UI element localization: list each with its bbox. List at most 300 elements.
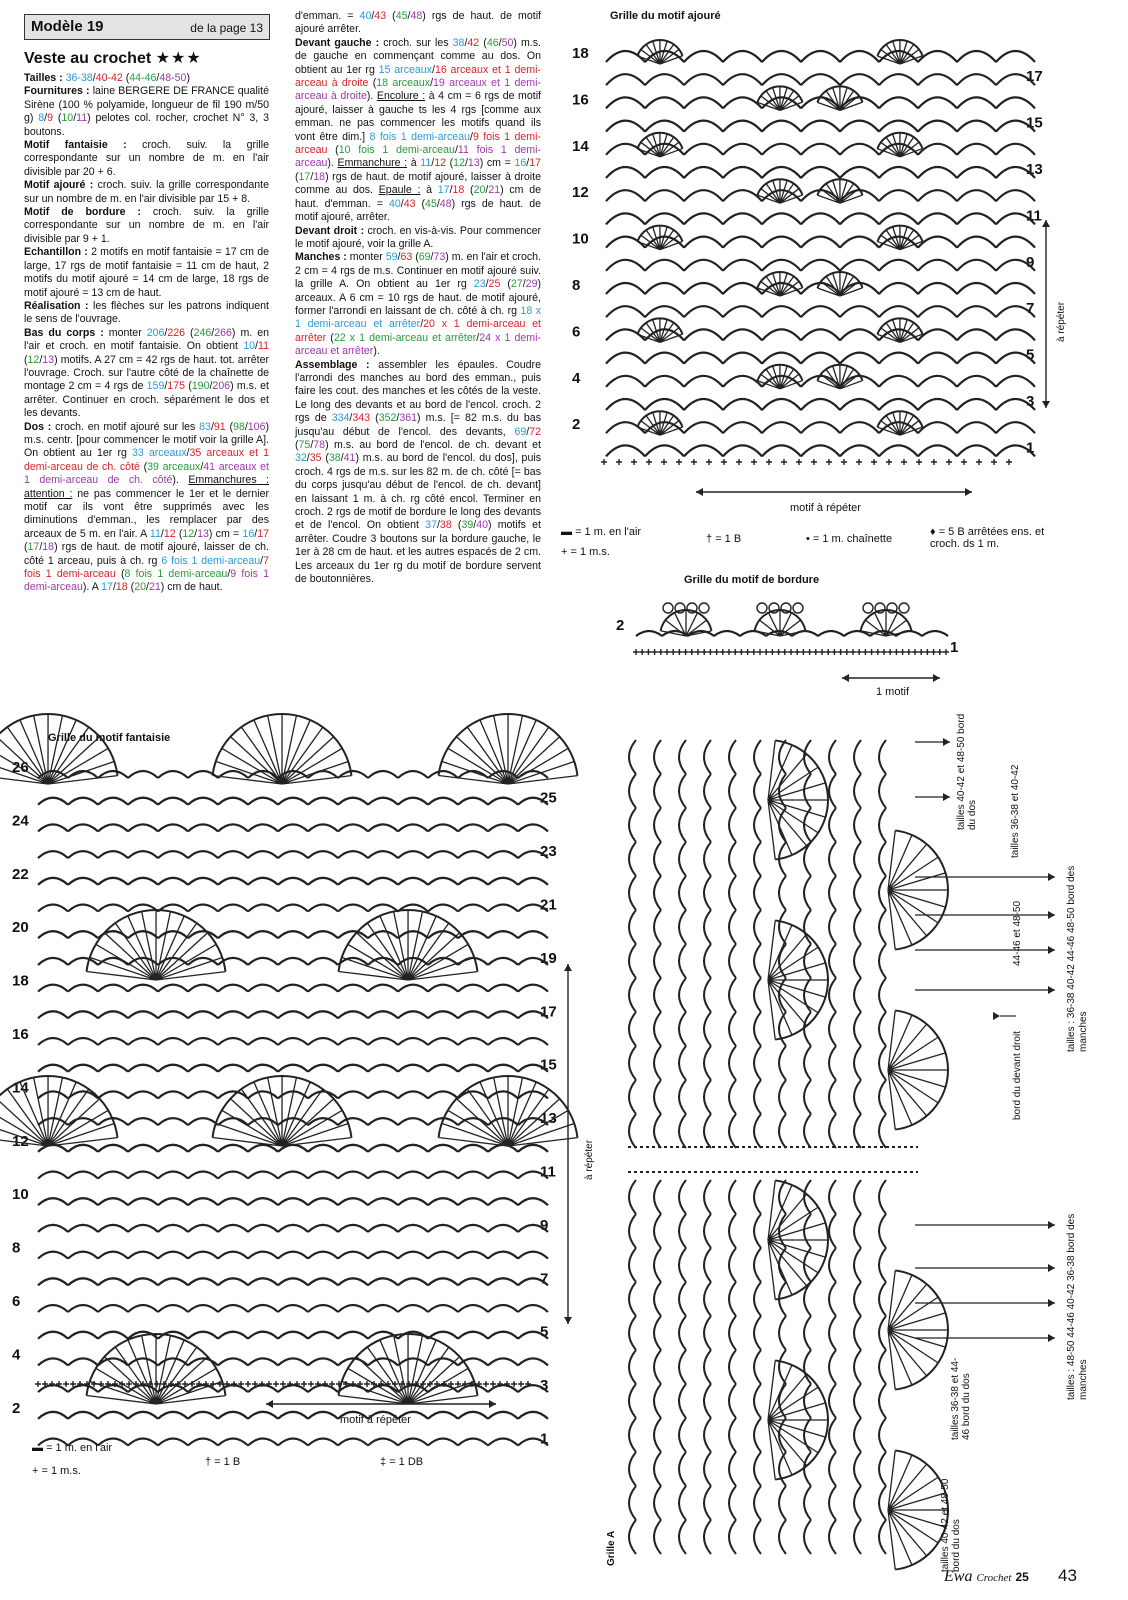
text-run: ) m.s. centr. [pour commencer le motif voir la grille A]. On obtient au 1er rg — [24, 420, 269, 460]
ajoure-row-right-7: 7 — [1026, 300, 1035, 318]
text-run: ( — [122, 72, 130, 84]
ajoure-row-right-17: 17 — [1026, 68, 1043, 86]
fantaisie-row-left-12: 12 — [12, 1132, 29, 1150]
f-legend-chain-text: = 1 m. en l'air — [46, 1442, 113, 1454]
text-run: 12 — [434, 157, 446, 170]
section-heading: Tailles : — [24, 72, 66, 84]
text-run: ( — [451, 519, 462, 532]
text-run: / — [244, 420, 248, 433]
text-run: 40 — [388, 197, 401, 210]
fantaisie-row-left-2: 2 — [12, 1399, 21, 1417]
text-run: / — [420, 318, 424, 331]
text-run: / — [112, 581, 116, 594]
text-run: 2 motifs en motif fantaisie = 17 cm de large, 17 rgs de motif fantaisie = 11 cm de haut, 2 motifs du motif ajouré = 14 cm de large, 18 rgs de motif ajouré = 13 cm de haut. — [24, 246, 270, 299]
fantaisie-row-left-24: 24 — [12, 812, 29, 830]
page-number: 43 — [1058, 1566, 1077, 1585]
text-run: ) rgs de haut. de motif ajouré, arrêter. — [295, 197, 541, 224]
text-run: 15 arceaux — [378, 63, 432, 76]
text-run: ( — [139, 460, 148, 473]
text-run: 48-50 — [159, 72, 187, 84]
text-run: 11 — [76, 112, 88, 125]
section-heading: Fournitures : — [24, 85, 93, 98]
text-run: / — [260, 554, 264, 567]
text-run: / — [431, 63, 435, 76]
f-chain-symbol: ▬ — [32, 1442, 43, 1454]
text-run: 12 — [163, 527, 176, 540]
text-run: assembler les épaules. Coudre l'arrondi des manches au bord des emman., puis faire les cout. des manches et les côtés de la veste. Le long des devants et au bord de l'encol. croch. 2 rgs de — [295, 358, 541, 425]
label-top-3: tailles 36-38 et 40-42 — [1010, 764, 1021, 858]
text-run: croch. en motif ajouré sur les — [55, 420, 200, 433]
ajoure-row-right-11: 11 — [1026, 207, 1042, 225]
text-run: 266 — [214, 326, 232, 339]
text-run: 48 — [410, 10, 423, 22]
text-run: 29 — [525, 278, 538, 291]
text-run: 91 — [213, 420, 226, 433]
text-run: ( — [321, 452, 329, 465]
text-run: ) motifs et arrêter. Coudre 3 boutons sur la bordure gauche, le 1er à 28 cm de haut. et les autres espacés de 2 cm. Les arceaux du 1er rg du motif de bordure servent de boutonnières. — [295, 519, 541, 586]
text-run: ( — [175, 527, 183, 540]
text-run: 16 arceaux et 1 demi-arceau à droite — [295, 63, 541, 90]
text-run: / — [464, 157, 468, 170]
text-run: / — [526, 425, 530, 438]
text-run: Emmanchure : — [337, 157, 408, 170]
text-run: ( — [412, 251, 419, 264]
text-run: ) rgs de haut. de motif ajouré, laisser de ch. côté 1 arceau, puis à ch. rg — [24, 541, 269, 567]
text-run: ( — [464, 184, 474, 197]
text-run: ) cm = — [479, 157, 515, 170]
text-run: 40 — [359, 10, 372, 22]
text-run: ( — [24, 353, 28, 366]
ajoure-row-left-8: 8 — [572, 277, 581, 294]
text-run: / — [39, 353, 43, 366]
text-run: croch. en vis-à-vis. Pour commencer le motif ajouré, voir la grille A. — [295, 224, 542, 250]
text-run: 43 — [374, 10, 387, 22]
text-run: ( — [225, 420, 234, 433]
chain-symbol: ▬ — [561, 526, 572, 538]
text-run: ) — [186, 72, 190, 84]
arrow-bot-0-head — [1048, 1221, 1055, 1229]
text-run: / — [498, 36, 502, 49]
text-run: / — [209, 380, 213, 393]
text-run: ( — [326, 331, 334, 344]
text-run: 10 — [243, 340, 256, 353]
fantaisie-row-right-25: 25 — [540, 789, 557, 807]
text-run: monter — [349, 251, 386, 264]
text-run: 39 arceaux — [147, 460, 201, 473]
f-legend-double-text: = 1 DB — [389, 1456, 424, 1468]
text-run: / — [44, 112, 48, 125]
fantaisie-row-right-19: 19 — [540, 949, 557, 967]
text-run: à — [420, 184, 438, 197]
ajoure-row-left-16: 16 — [572, 91, 589, 109]
fantaisie-chart-title: Grille du motif fantaisie — [48, 732, 171, 744]
text-run: 19 arceaux et 1 demi-arceau à droite — [295, 77, 541, 103]
text-run: / — [449, 184, 453, 197]
text-run: / — [469, 130, 473, 143]
text-run: ). — [366, 90, 377, 103]
text-run: / — [436, 197, 440, 210]
text-run: / — [400, 197, 404, 210]
page-reference: de la page 13 — [190, 21, 263, 35]
text-run: / — [396, 412, 400, 425]
text-run: 35 — [309, 452, 322, 465]
fantaisie-row-left-6: 6 — [12, 1293, 21, 1310]
text-run: / — [473, 519, 477, 532]
fantaisie-row-right-13: 13 — [540, 1110, 557, 1128]
text-run: / — [454, 144, 458, 157]
bordure-row-2: 2 — [616, 617, 625, 634]
bordure-row-1: 1 — [950, 639, 959, 656]
ajoure-row-left-10: 10 — [572, 230, 589, 248]
ajoure-row-right-5: 5 — [1026, 346, 1035, 364]
grille-a-label: Grille A — [606, 1530, 617, 1566]
label-bot-1: tailles : 48-50 44-46 40-42 36-38 bord des manches — [1066, 1213, 1089, 1400]
text-run: ) m. en l'air et croch. en motif fantaisie. On obtient — [24, 326, 269, 353]
fantaisie-row-right-9: 9 — [540, 1216, 549, 1234]
text-run: Emmanchures : attention : — [24, 474, 269, 500]
text-run: / — [156, 72, 160, 84]
text-run: 18 — [452, 184, 465, 197]
text-run: ( — [415, 197, 426, 210]
text-run: 72 — [529, 425, 541, 438]
f-double-symbol: ‡ — [380, 1456, 387, 1468]
text-run: 18 — [313, 170, 326, 183]
fantaisie-row-right-1: 1 — [540, 1430, 549, 1448]
text-run: 23 — [473, 278, 486, 291]
text-run: ( — [479, 36, 487, 49]
fantaisie-repeat-horizontal: motif à répéter — [340, 1414, 411, 1426]
text-run: 37 — [425, 519, 437, 532]
text-run: 73 — [433, 251, 446, 264]
text-run: 8 fois 1 demi-arceau — [124, 568, 228, 581]
text-run: 38 — [328, 452, 341, 465]
text-run: / — [254, 527, 258, 540]
text-run: 17 — [529, 157, 541, 170]
text-run: / — [310, 170, 314, 183]
ajoure-row-right-13: 13 — [1026, 161, 1043, 178]
text-run: 63 — [400, 251, 413, 264]
text-run: / — [464, 36, 468, 49]
text-run: à 4 cm = 6 rgs de motif ajouré, laisser à gauche ts les 4 rgs [comme aux emman. ne pas commencer les motifs quand ils vont être dim.] — [295, 90, 541, 143]
text-run: 18 — [42, 541, 55, 554]
pattern-title-text: Veste au crochet — [24, 50, 152, 67]
ajoure-row-left-6: 6 — [572, 323, 581, 341]
text-run: 106 — [247, 420, 266, 433]
fantaisie-row-left-22: 22 — [12, 865, 29, 883]
section-heading: Motif fantaisie : — [24, 139, 143, 152]
arrow-mid-1-head — [1048, 911, 1055, 919]
text-run: ) m.s. et arrêter. Continuer en croch. séparément le dos et les devants. — [24, 380, 270, 420]
ajoure-row-right-3: 3 — [1026, 393, 1035, 410]
label-mid-2: 44-46 et 48-50 — [1012, 900, 1023, 966]
fantaisie-row-right-17: 17 — [540, 1003, 557, 1021]
section-heading: Bas du corps : — [24, 326, 109, 339]
text-run: 17 — [101, 581, 113, 594]
text-run: 98 — [233, 420, 245, 433]
text-run: 69 — [418, 251, 431, 264]
fantaisie-row-right-23: 23 — [540, 843, 557, 861]
text-run: 36-38 — [65, 72, 93, 84]
ajoure-row-left-14: 14 — [572, 137, 589, 155]
fantaisie-row-left-26: 26 — [12, 759, 29, 776]
text-run: / — [310, 439, 314, 451]
footer-issue: 25 — [1015, 1570, 1029, 1584]
text-run: ( — [185, 326, 194, 339]
text-run: ne pas commencer le 1er et le dernier motif car ils vont être supprimés avec les diminutions d'emman., les remplacer par des arceaux de 5 m. en l'air. A — [24, 487, 269, 540]
fantaisie-row-left-4: 4 — [12, 1346, 21, 1364]
section-heading: Assemblage : — [295, 358, 379, 371]
difficulty-stars: ★★★ — [155, 50, 202, 67]
text-run: 18 — [115, 581, 128, 594]
model-number: Modèle 19 — [31, 18, 104, 35]
text-run: 12 — [27, 353, 40, 366]
text-run: ( — [368, 77, 377, 90]
text-run: ) cm = — [208, 527, 243, 540]
text-run: 18 arceaux — [376, 77, 431, 90]
fantaisie-row-left-14: 14 — [12, 1079, 29, 1097]
text-run: ) m. en l'air et croch. 2 cm = 4 rgs de m.s. Continuer en motif ajouré suiv. la grille A. On obtient au 1er rg — [295, 251, 541, 291]
text-run: ) m.s. au bord de l'encol. de ch. devant et — [325, 439, 541, 451]
arrow-mid-0-head — [1048, 873, 1055, 881]
text-run: ( — [115, 568, 125, 581]
text-run: / — [210, 420, 214, 433]
arrow-bot-3-head — [1048, 1334, 1055, 1342]
fantaisie-row-right-3: 3 — [540, 1377, 549, 1395]
text-run: ) rgs de haut. de motif ajouré, laisser à droite comme au dos. — [295, 170, 541, 197]
text-run: ( — [295, 170, 299, 183]
text-run: ). — [327, 157, 338, 170]
legend-cluster-text: = 5 B arrêtées ens. et croch. ds 1 m. — [930, 526, 1045, 550]
text-run: 32 — [295, 452, 307, 465]
section-heading: Echantillon : — [24, 246, 92, 259]
text-run: les flèches sur les patrons indiquent le sens de l'ouvrage. — [24, 299, 270, 326]
fantaisie-repeat-vertical: à répéter — [584, 1139, 595, 1180]
text-run: / — [145, 581, 149, 594]
text-run: ) motifs. A 27 cm = 42 rgs de haut. tot. arrêter l'ouvrage. Croch. sur l'autre côté de la chaînette de montage 2 cm = 4 rgs de — [24, 353, 269, 393]
text-run: 11 fois 1 demi-arceau — [295, 144, 541, 170]
ajoure-repeat-horizontal: motif à répéter — [790, 502, 861, 514]
text-run: 22 x 1 demi-arceau et arrêter — [333, 331, 477, 344]
text-run: 35 arceaux et 1 demi-arceau de ch. côté — [24, 447, 270, 473]
text-run: / — [430, 251, 434, 264]
text-run: / — [211, 326, 215, 339]
text-run: 41 arceaux et 1 demi-arceau de ch. côté — [24, 460, 269, 487]
text-run: laine BERGERE DE FRANCE qualité Sirène (100 % polyamide, longueur de fil 190 m/50 g) — [24, 85, 269, 125]
text-run: ) m.s. au bord de l'encol. du dos], puis croch. 4 rgs de m.s. sur les 82 m. de ch. côté [= bas du corps jusqu'au début de l'encol. de ch. devant] en laissant 1 m. à ch. rg côté encol. Terminer en croch. 2 rgs de motif de bordure le long des devants et de l'encol. On obtient — [295, 452, 541, 532]
text-run: / — [92, 72, 96, 84]
section-heading: Manches : — [295, 251, 350, 264]
arrow-bot-1-head — [1048, 1264, 1055, 1272]
text-run: 9 fois 1 demi-arceau — [24, 568, 270, 594]
text-run: ) rgs de haut. de motif ajouré arrêter. — [295, 10, 542, 36]
arrow-mid-2-head — [1048, 946, 1055, 954]
text-run: / — [522, 278, 526, 291]
text-run: 41 — [343, 452, 356, 465]
section-heading: Devant gauche : — [295, 36, 384, 49]
text-run: ) pelotes col. rocher, crochet N° 3, 3 boutons. — [24, 112, 269, 138]
text-run: ). — [373, 345, 380, 358]
text-run: 69 — [514, 425, 527, 438]
label-top-1: tailles 40-42 et 48-50 bord du dos — [956, 713, 978, 830]
label-mid-3: tailles : 36-38 40-42 44-46 48-50 bord des manches — [1066, 865, 1089, 1052]
text-run: 12 — [182, 527, 195, 540]
legend-single: + = 1 m.s. — [561, 546, 610, 558]
text-run: 42 — [467, 36, 480, 49]
text-run: / — [526, 157, 530, 170]
text-run: 40 — [476, 519, 488, 532]
text-run: / — [160, 527, 164, 540]
text-run: / — [436, 519, 440, 532]
text-run: ( — [446, 157, 454, 170]
text-run: 6 fois 1 demi-arceau — [161, 554, 261, 567]
text-run: Encolure : — [376, 90, 426, 103]
arrow-mid-3-head — [1048, 986, 1055, 994]
section-heading: Dos : — [24, 420, 56, 433]
text-run: d'emman. = — [295, 10, 360, 22]
ajoure-repeat-vertical: à répéter — [1056, 301, 1067, 342]
text-run: 334 — [331, 412, 350, 425]
text-run: 13 — [467, 157, 480, 170]
fantaisie-row-left-20: 20 — [12, 919, 29, 937]
ajoure-row-left-12: 12 — [572, 184, 589, 202]
text-run: 12 — [453, 157, 465, 170]
text-run: / — [485, 184, 489, 197]
text-run: 8 fois 1 demi-arceau — [369, 130, 470, 143]
text-run: ) cm de haut. — [160, 581, 223, 594]
text-run: 27 — [510, 278, 523, 291]
text-run: 21 — [148, 581, 161, 594]
text-run: / — [407, 10, 411, 22]
fantaisie-row-right-21: 21 — [540, 896, 557, 914]
text-run: ( — [295, 439, 299, 451]
text-run: / — [186, 447, 190, 460]
arrow-top-1-head — [943, 793, 950, 801]
label-mid-1: bord du devant droit — [1012, 1031, 1023, 1120]
text-run: 24 x 1 demi-arceau et arrêter — [295, 331, 541, 358]
fantaisie-row-left-10: 10 — [12, 1186, 29, 1204]
text-run: 13 — [42, 353, 55, 366]
cluster-symbol: ♦ — [930, 526, 936, 538]
label-bot-3: tailles 40-42 et 48-50 bord du dos — [940, 1478, 962, 1572]
text-run: 11 — [149, 527, 161, 540]
text-run: 43 — [403, 197, 416, 210]
text-run: / — [371, 10, 375, 22]
text-run: 46 — [486, 36, 499, 49]
text-run: 352 — [378, 412, 397, 425]
text-run: ( — [327, 144, 339, 157]
fantaisie-row-right-7: 7 — [540, 1270, 549, 1288]
section-heading: Devant droit : — [295, 224, 368, 237]
text-run: 33 arceaux — [131, 447, 187, 460]
text-run: / — [349, 412, 353, 425]
fantaisie-row-left-18: 18 — [12, 972, 29, 990]
text-run: / — [164, 326, 168, 339]
ajoure-row-left-18: 18 — [572, 45, 589, 62]
text-run: à — [407, 157, 421, 170]
fantaisie-row-right-5: 5 — [540, 1323, 549, 1341]
footer-brand: Ewa — [944, 1568, 973, 1585]
text-run: 159 — [146, 380, 165, 393]
text-run: 343 — [352, 412, 371, 425]
f-legend-treble-text: = 1 B — [214, 1456, 241, 1468]
text-run: 78 — [313, 439, 326, 451]
ajoure-row-left-2: 2 — [572, 416, 581, 434]
text-run: 45 — [425, 197, 437, 210]
text-run: 17 — [298, 170, 311, 183]
text-run: / — [476, 331, 480, 344]
ajoure-row-right-15: 15 — [1026, 114, 1043, 132]
text-run: 59 — [385, 251, 398, 264]
text-run: 20 x 1 demi-arceau et arrêter — [295, 318, 541, 344]
text-run: Epaule : — [378, 184, 421, 197]
text-run: 175 — [167, 380, 185, 393]
text-run: 75 — [298, 439, 311, 451]
arrow-devant-head — [993, 1012, 1000, 1020]
text-run: / — [39, 541, 43, 554]
text-run: ) arceaux. A 6 cm = 10 rgs de haut. de motif ajouré, former l'arrondi en laissant de ch. côté à ch. rg — [295, 278, 541, 317]
text-run: 361 — [399, 412, 418, 425]
text-run: ( — [386, 10, 396, 22]
arrow-bot-2-head — [1048, 1299, 1055, 1307]
text-run: / — [397, 251, 401, 264]
text-run: 246 — [193, 326, 212, 339]
text-run: / — [431, 157, 435, 170]
fantaisie-row-right-11: 11 — [540, 1163, 556, 1181]
text-run: / — [485, 278, 489, 291]
text-run: 45 — [395, 10, 408, 22]
text-run: 25 — [488, 278, 501, 291]
text-run: 10 fois 1 demi-arceau — [338, 144, 455, 157]
bordure-chart-title: Grille du motif de bordure — [684, 574, 820, 586]
text-run: 39 — [461, 519, 474, 532]
f-treble-symbol: † — [205, 1456, 212, 1468]
text-run: 11 — [258, 340, 269, 353]
text-run: / — [340, 452, 344, 465]
text-run: 9 — [47, 112, 54, 125]
text-run: 11 — [420, 157, 432, 170]
text-run: 10 — [61, 112, 74, 125]
text-run: 40-42 — [95, 72, 123, 84]
text-run: 16 — [242, 527, 255, 540]
legend-chain-text: = 1 m. en l'air — [575, 526, 642, 538]
text-run: 20 — [473, 184, 486, 197]
text-run: ) m.s. de gauche en commençant comme au dos. On obtient au 1er rg — [295, 36, 541, 76]
text-run: 38 — [452, 36, 465, 49]
text-run: / — [194, 527, 198, 540]
text-run: ). A — [82, 581, 102, 594]
text-run: 206 — [146, 326, 165, 339]
text-run: / — [430, 77, 434, 90]
text-run: / — [73, 112, 77, 125]
text-run: 18 x 1 demi-arceau et arrêter — [295, 304, 541, 331]
legend-slip: • = 1 m. chaînette — [806, 533, 893, 545]
treble-symbol: † — [706, 533, 713, 545]
text-run: monter — [108, 326, 147, 339]
text-run: 83 — [199, 420, 211, 433]
text-run: ( — [53, 112, 62, 125]
text-run: / — [306, 452, 310, 465]
text-run: 17 — [27, 541, 40, 554]
fantaisie-legend-single: + = 1 m.s. — [32, 1465, 81, 1477]
text-run: ( — [500, 278, 511, 291]
text-run: 206 — [212, 380, 231, 393]
text-run: 9 fois 1 demi-arceau — [295, 130, 541, 157]
text-run: 8 — [38, 112, 45, 125]
footer-sub: Crochet — [976, 1572, 1012, 1584]
text-run: 17 — [257, 527, 269, 540]
ajoure-row-right-9: 9 — [1026, 253, 1035, 271]
text-run: ) m.s. [= 82 m.s. du bas jusqu'au début de l'encol. des devants, — [295, 412, 541, 438]
